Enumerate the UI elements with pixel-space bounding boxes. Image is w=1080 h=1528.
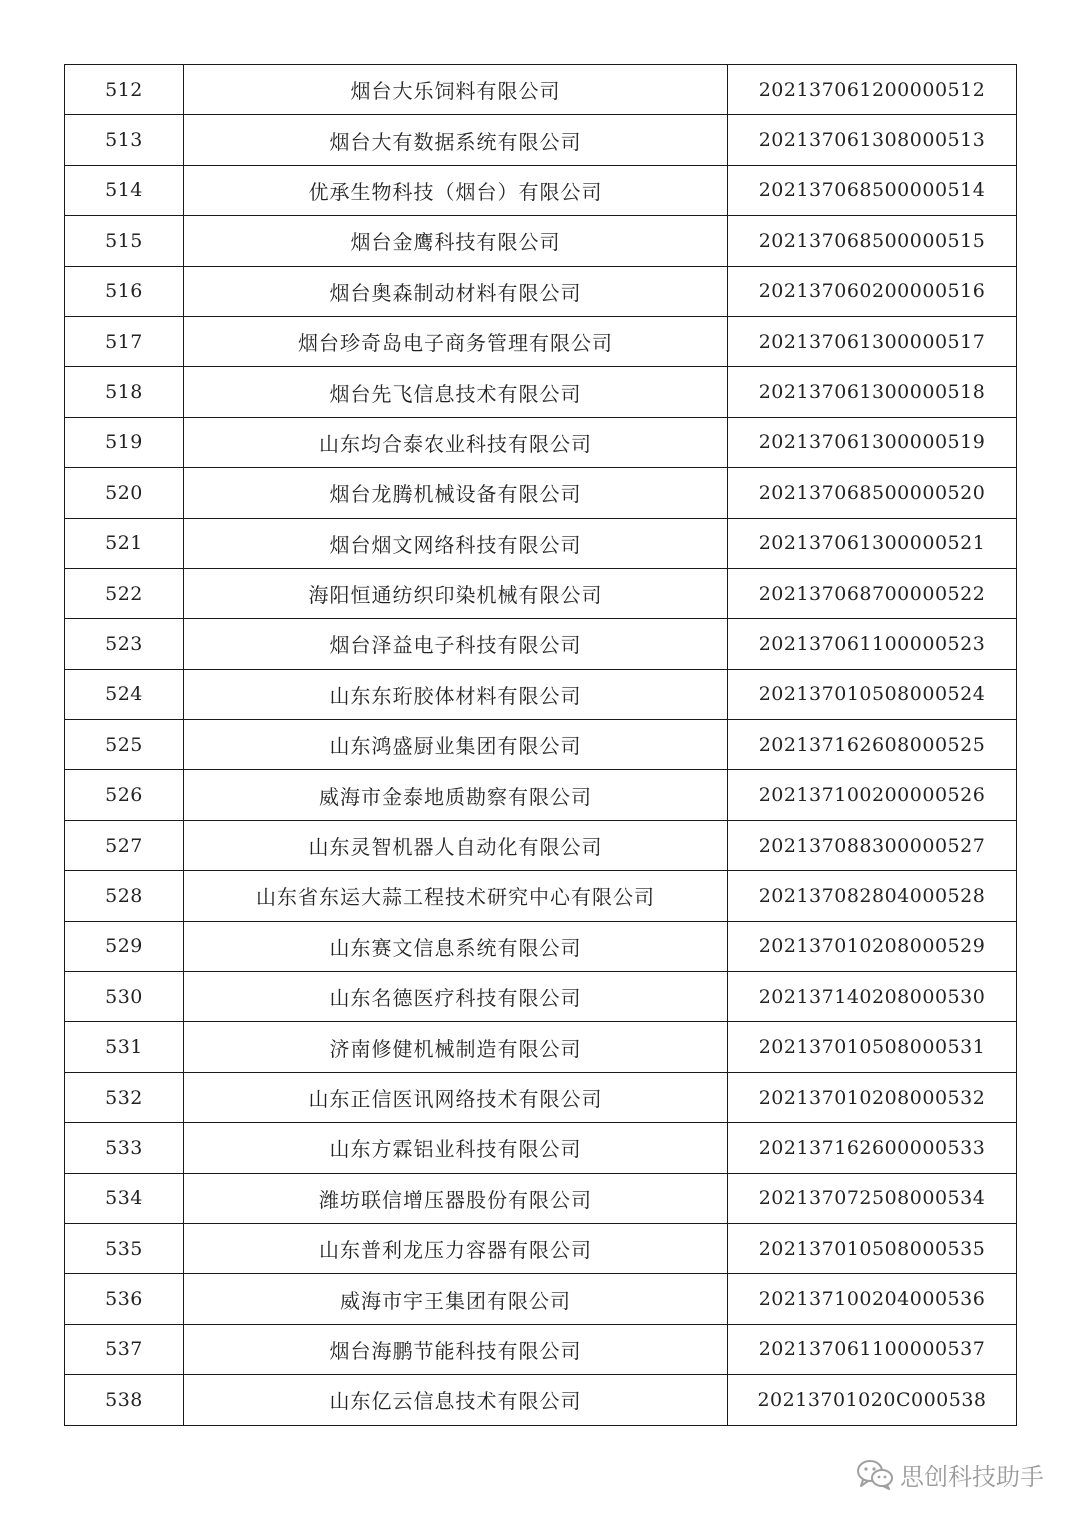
company-name-cell: 烟台龙腾机械设备有限公司 <box>184 468 728 518</box>
seq-cell: 521 <box>65 518 184 568</box>
table-row <box>65 518 1017 568</box>
registration-code-cell: 20213701020C000538 <box>728 1375 1017 1425</box>
registration-code-cell: 202137068500000515 <box>728 216 1017 266</box>
company-name-cell: 山东省东运大蒜工程技术研究中心有限公司 <box>184 871 728 921</box>
company-name-cell: 优承生物科技（烟台）有限公司 <box>184 165 728 215</box>
seq-cell: 532 <box>65 1072 184 1122</box>
company-name-cell: 威海市宇王集团有限公司 <box>184 1274 728 1324</box>
company-name-cell: 山东赛文信息系统有限公司 <box>184 921 728 971</box>
seq-cell: 538 <box>65 1375 184 1425</box>
company-name-cell: 山东东珩胶体材料有限公司 <box>184 669 728 719</box>
seq-cell: 512 <box>65 65 184 115</box>
seq-cell: 527 <box>65 820 184 870</box>
company-name-cell: 山东名德医疗科技有限公司 <box>184 972 728 1022</box>
registration-code-cell: 202137100204000536 <box>728 1274 1017 1324</box>
registration-code-cell: 202137060200000516 <box>728 266 1017 316</box>
company-name-cell: 山东方霖铝业科技有限公司 <box>184 1123 728 1173</box>
seq-cell: 528 <box>65 871 184 921</box>
table-row <box>65 216 1017 266</box>
table-row <box>65 1022 1017 1072</box>
registration-code-cell: 202137100200000526 <box>728 770 1017 820</box>
watermark-text: 思创科技助手 <box>900 1462 1044 1491</box>
table-row <box>65 1123 1017 1173</box>
company-name-cell: 烟台先飞信息技术有限公司 <box>184 367 728 417</box>
table-row <box>65 468 1017 518</box>
seq-cell: 519 <box>65 417 184 467</box>
table-row <box>65 266 1017 316</box>
registration-code-cell: 202137010508000524 <box>728 669 1017 719</box>
table-row <box>65 972 1017 1022</box>
company-name-cell: 山东鸿盛厨业集团有限公司 <box>184 720 728 770</box>
registration-code-cell: 202137088300000527 <box>728 820 1017 870</box>
seq-cell: 513 <box>65 115 184 165</box>
registration-code-cell: 202137068500000514 <box>728 165 1017 215</box>
seq-cell: 524 <box>65 669 184 719</box>
seq-cell: 517 <box>65 316 184 366</box>
company-name-cell: 山东灵智机器人自动化有限公司 <box>184 820 728 870</box>
table-row <box>65 1324 1017 1374</box>
company-name-cell: 威海市金泰地质勘察有限公司 <box>184 770 728 820</box>
seq-cell: 526 <box>65 770 184 820</box>
company-name-cell: 烟台海鹏节能科技有限公司 <box>184 1324 728 1374</box>
seq-cell: 515 <box>65 216 184 266</box>
table-row <box>65 770 1017 820</box>
registration-code-cell: 202137082804000528 <box>728 871 1017 921</box>
registration-code-cell: 202137010508000535 <box>728 1223 1017 1273</box>
table-row <box>65 820 1017 870</box>
company-name-cell: 山东普利龙压力容器有限公司 <box>184 1223 728 1273</box>
company-name-cell: 烟台泽益电子科技有限公司 <box>184 619 728 669</box>
registration-code-cell: 202137072508000534 <box>728 1173 1017 1223</box>
registration-code-cell: 202137068700000522 <box>728 568 1017 618</box>
company-table <box>64 64 1017 1426</box>
seq-cell: 522 <box>65 568 184 618</box>
seq-cell: 525 <box>65 720 184 770</box>
table-row <box>65 720 1017 770</box>
company-name-cell: 潍坊联信增压器股份有限公司 <box>184 1173 728 1223</box>
seq-cell: 516 <box>65 266 184 316</box>
registration-code-cell: 202137010208000532 <box>728 1072 1017 1122</box>
table-row <box>65 165 1017 215</box>
company-name-cell: 海阳恒通纺织印染机械有限公司 <box>184 568 728 618</box>
company-name-cell: 山东均合泰农业科技有限公司 <box>184 417 728 467</box>
seq-cell: 534 <box>65 1173 184 1223</box>
seq-cell: 531 <box>65 1022 184 1072</box>
registration-code-cell: 202137068500000520 <box>728 468 1017 518</box>
table-row <box>65 65 1017 115</box>
company-name-cell: 烟台大有数据系统有限公司 <box>184 115 728 165</box>
wechat-icon <box>856 1458 894 1490</box>
registration-code-cell: 202137061300000517 <box>728 316 1017 366</box>
seq-cell: 535 <box>65 1223 184 1273</box>
table-row <box>65 316 1017 366</box>
table-row <box>65 1375 1017 1425</box>
seq-cell: 529 <box>65 921 184 971</box>
table-row <box>65 367 1017 417</box>
registration-code-cell: 202137061300000521 <box>728 518 1017 568</box>
registration-code-cell: 202137140208000530 <box>728 972 1017 1022</box>
company-name-cell: 烟台烟文网络科技有限公司 <box>184 518 728 568</box>
table-row <box>65 115 1017 165</box>
company-name-cell: 烟台金鹰科技有限公司 <box>184 216 728 266</box>
table-row <box>65 568 1017 618</box>
table-row <box>65 619 1017 669</box>
table-row <box>65 871 1017 921</box>
registration-code-cell: 202137061300000518 <box>728 367 1017 417</box>
company-name-cell: 烟台奥森制动材料有限公司 <box>184 266 728 316</box>
company-name-cell: 济南修健机械制造有限公司 <box>184 1022 728 1072</box>
registration-code-cell: 202137061308000513 <box>728 115 1017 165</box>
table-body <box>65 65 1017 1426</box>
company-name-cell: 山东亿云信息技术有限公司 <box>184 1375 728 1425</box>
seq-cell: 523 <box>65 619 184 669</box>
table-row <box>65 1274 1017 1324</box>
registration-code-cell: 202137010208000529 <box>728 921 1017 971</box>
table-row <box>65 1173 1017 1223</box>
table-row <box>65 417 1017 467</box>
registration-code-cell: 202137061100000537 <box>728 1324 1017 1374</box>
table-row <box>65 1223 1017 1273</box>
seq-cell: 536 <box>65 1274 184 1324</box>
company-name-cell: 山东正信医讯网络技术有限公司 <box>184 1072 728 1122</box>
table-row <box>65 921 1017 971</box>
registration-code-cell: 202137162608000525 <box>728 720 1017 770</box>
registration-code-cell: 202137010508000531 <box>728 1022 1017 1072</box>
seq-cell: 514 <box>65 165 184 215</box>
watermark <box>856 1456 1044 1492</box>
seq-cell: 537 <box>65 1324 184 1374</box>
seq-cell: 533 <box>65 1123 184 1173</box>
registration-code-cell: 202137061100000523 <box>728 619 1017 669</box>
seq-cell: 518 <box>65 367 184 417</box>
registration-code-cell: 202137162600000533 <box>728 1123 1017 1173</box>
registration-code-cell: 202137061300000519 <box>728 417 1017 467</box>
seq-cell: 530 <box>65 972 184 1022</box>
table-row <box>65 669 1017 719</box>
registration-code-cell: 202137061200000512 <box>728 65 1017 115</box>
company-name-cell: 烟台珍奇岛电子商务管理有限公司 <box>184 316 728 366</box>
table-row <box>65 1072 1017 1122</box>
company-name-cell: 烟台大乐饲料有限公司 <box>184 65 728 115</box>
seq-cell: 520 <box>65 468 184 518</box>
